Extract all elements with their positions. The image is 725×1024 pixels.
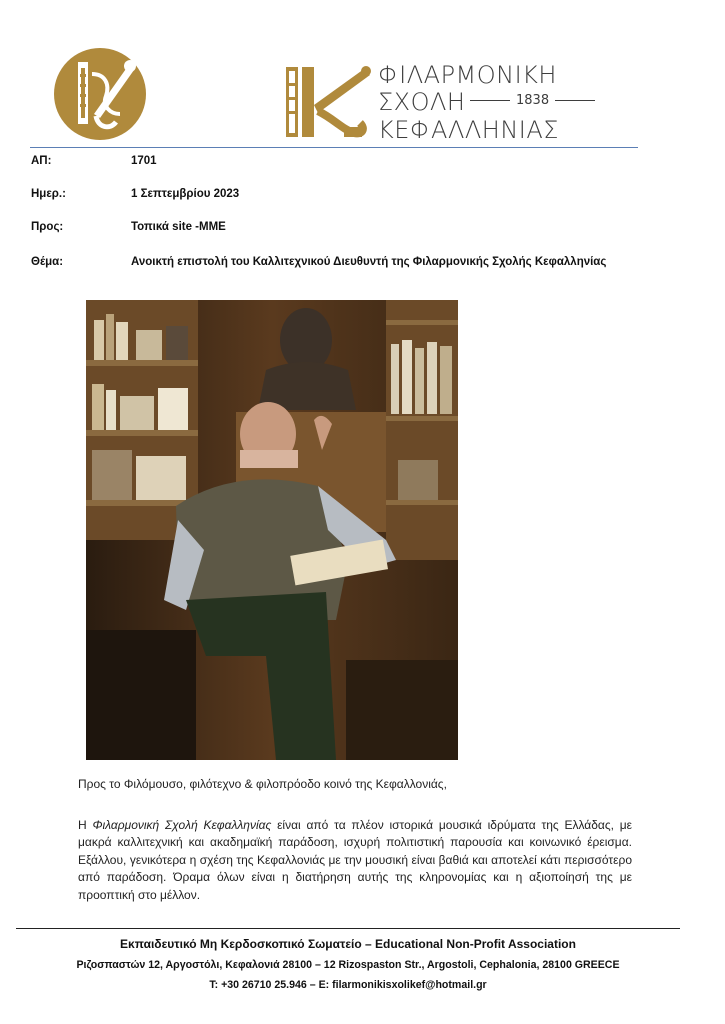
brand-year (470, 93, 595, 108)
man-reading-photo (86, 300, 458, 760)
date-label: Ημερ.: (31, 188, 66, 200)
brand-name-line3: ΚΕΦΑΛΛΗΝΙΑΣ (378, 116, 559, 144)
brand-k-logo-icon (284, 63, 374, 141)
divider (470, 100, 510, 101)
ref-number-label: ΑΠ: (31, 155, 52, 167)
brand-year-text: 1838 (516, 93, 550, 108)
divider (555, 100, 595, 101)
footer-address: Ριζοσπαστών 12, Αργοστόλι, Κεφαλονιά 28100 – 12 Rizospaston Str., Argostoli, Cephalonia, 28100 GREECE (76, 959, 620, 971)
ref-number-value: 1701 (131, 155, 157, 167)
date-value: 1 Σεπτεμβρίου 2023 (131, 188, 240, 200)
header-divider (30, 147, 638, 148)
brand-name-line2: ΣΧΟΛΗ (378, 88, 466, 116)
footer-contact: T: +30 26710 25.946 – E: filarmonikisxolikef@hotmail.gr (209, 979, 487, 991)
body-text: είναι από τα πλέον ιστορικά μουσικά ιδρύματα της Ελλάδας, με μακρά καλλιτεχνική και ακαδημαϊκή παράδοση, ισχυρή πολιτιστική παρουσία και κοινωνικό έρεισμα. Εξάλλου, γενικότερα η σχέση της Κεφαλλονιάς με την μουσική είναι βαθιά και αποτελεί κάτι περισσότερο από παράδοση. Όραμα όλων είναι η διατήρηση αυτής της κληρονομίας και η αξιοποίησή της με προοπτική στο μέλλον. (78, 818, 633, 902)
recipient-label: Προς: (31, 221, 64, 233)
subject-value: Ανοικτή επιστολή του Καλλιτεχνικού Διευθυντή της Φιλαρμονικής Σχολής Κεφαλληνίας (131, 256, 607, 268)
school-name-italic: Φιλαρμονική Σχολή Κεφαλληνίας (92, 818, 272, 832)
greeting: Προς το Φιλόμουσο, φιλότεχνο & φιλοπρόοδο κοινό της Κεφαλλονιάς, (78, 777, 447, 791)
recipient-value: Τοπικά site -ΜΜΕ (131, 221, 226, 233)
footer-organization: Εκπαιδευτικό Μη Κερδοσκοπικό Σωματείο – Educational Non-Profit Association (120, 937, 576, 951)
body-prefix: Η (78, 818, 93, 832)
philharmonic-emblem-icon (50, 44, 150, 144)
subject-label: Θέμα: (31, 256, 64, 268)
footer-divider (16, 928, 680, 929)
brand-name-line1: ΦΙΛΑΡΜΟΝΙΚΗ (378, 61, 557, 89)
body-paragraph (78, 817, 632, 904)
